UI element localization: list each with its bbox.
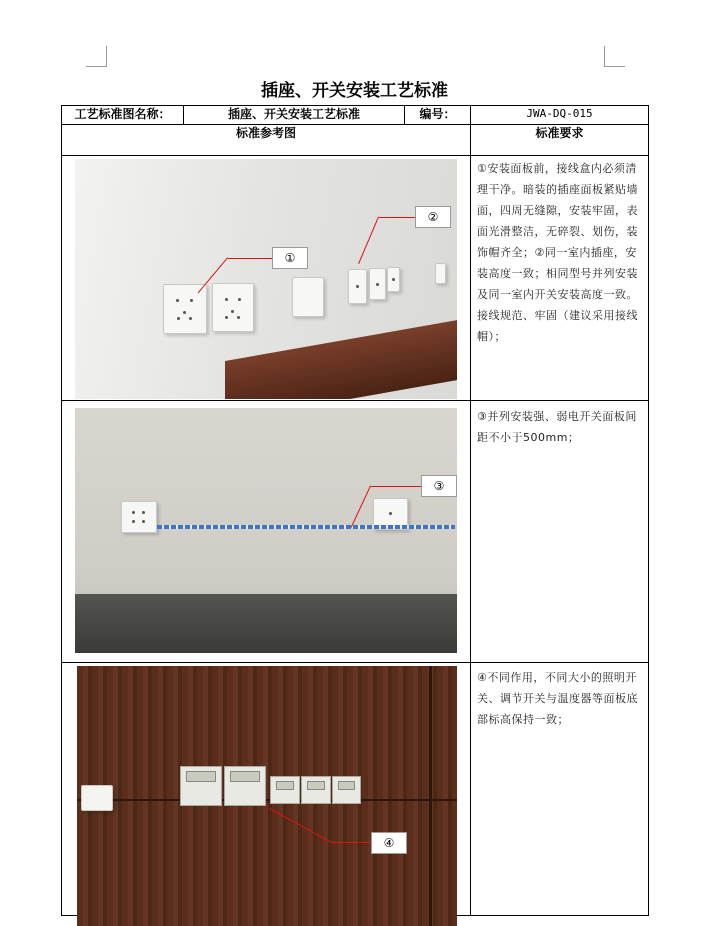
photo-wall-sockets [75, 159, 457, 399]
skirting-board [225, 308, 457, 399]
leader-line [228, 258, 273, 259]
column-header-requirements: 标准要求 [471, 125, 649, 156]
photo-panel-alignment [77, 666, 457, 926]
floor [75, 594, 457, 653]
switch-plate [369, 268, 386, 300]
callout-tag-3: ③ [421, 475, 457, 497]
blank-plate [81, 785, 113, 811]
requirement-cell [471, 401, 649, 663]
reference-photo-cell [62, 663, 471, 916]
photo-switch-spacing [75, 408, 457, 653]
name-label: 工艺标准图名称： [62, 106, 184, 125]
leader-line [331, 842, 371, 843]
blank-plate [292, 277, 324, 317]
leader-line [358, 217, 379, 264]
document-title: 插座、开关安装工艺标准 [261, 81, 448, 101]
column-header-row [62, 125, 649, 156]
leader-line [351, 486, 371, 528]
reference-photo-cell [62, 401, 471, 663]
reference-photo-cell [62, 156, 471, 401]
switch-plate [387, 267, 400, 292]
socket-plate [212, 283, 254, 332]
callout-tag-2: ② [415, 206, 451, 228]
thermostat-panel [301, 776, 331, 804]
code-label: 编号： [405, 106, 471, 125]
leader-line [371, 486, 421, 487]
requirement-text: ③并列安装强、弱电开关面板间距不小于500mm； [477, 410, 637, 444]
switch-plate [348, 269, 367, 304]
column-header-reference: 标准参考图 [62, 125, 471, 156]
controller-panel [180, 766, 222, 806]
header-row [62, 106, 649, 125]
thermostat-panel [332, 776, 361, 804]
requirement-text: ①安装面板前，接线盒内必须清理干净。暗装的插座面板紧贴墙面，四周无缝隙，安装牢固，表面光滑整洁，无碎裂、划伤，装饰帽齐全；②同一室内插座，安装高度一致；相同型号并列安装及同一室内开关安装高度一致。接线规范、牢固（建议采用接线帽）； [477, 162, 638, 343]
table-row [62, 663, 649, 916]
table-row [62, 156, 649, 401]
name-value: 插座、开关安装工艺标准 [184, 106, 405, 125]
requirement-text: ④不同作用，不同大小的照明开关、调节开关与温度器等面板底部标高保持一致； [477, 671, 638, 726]
controller-panel [224, 766, 266, 806]
thermostat-panel [270, 776, 300, 804]
panel-seam [429, 666, 432, 926]
table-row [62, 401, 649, 663]
measuring-tape [157, 525, 455, 529]
crop-mark-right [604, 46, 625, 67]
standard-table [61, 105, 649, 916]
leader-line [270, 808, 332, 843]
crop-mark-left [86, 46, 107, 67]
requirement-cell [471, 663, 649, 916]
leader-line [379, 217, 415, 218]
code-value: JWA-DQ-015 [471, 106, 649, 125]
callout-tag-4: ④ [371, 832, 407, 854]
socket-plate [121, 501, 157, 533]
callout-tag-1: ① [272, 247, 308, 269]
panel-seam [77, 799, 457, 801]
requirement-cell [471, 156, 649, 401]
socket-plate [163, 284, 207, 334]
switch-plate [435, 263, 446, 284]
